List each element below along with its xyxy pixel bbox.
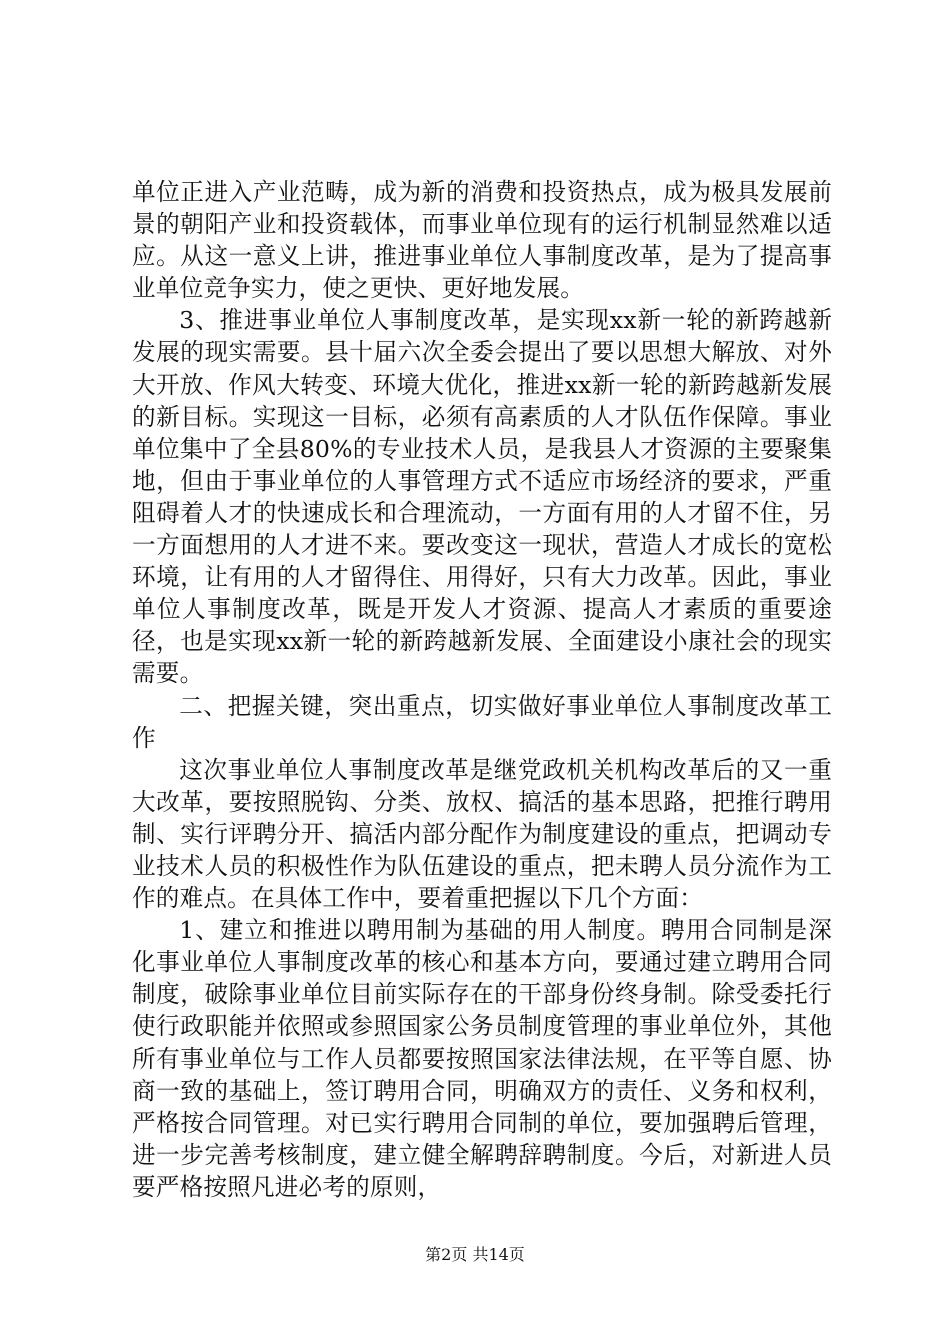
- page-number-footer: 第2页 共14页: [425, 1245, 525, 1264]
- paragraph: 1、建立和推进以聘用制为基础的用人制度。聘用合同制是深化事业单位人事制度改革的核心和基本方向，要通过建立聘用合同制度，破除事业单位目前实际存在的干部身份终身制。除受委托行使行政职能并依照或参照国家公务员制度管理的事业单位外，其他所有事业单位与工作人员都要按照国家法律法规，在平等自愿、协商一致的基础上，签订聘用合同，明确双方的责任、义务和权利，严格按合同管理。对已实行聘用合同制的单位，要加强聘后管理，进一步完善考核制度，建立健全解聘辞聘制度。今后，对新进人员要严格按照凡进必考的原则，: [132, 916, 832, 1201]
- section-heading: 二、把握关键，突出重点，切实做好事业单位人事制度改革工作: [132, 691, 832, 752]
- document-body: [132, 176, 832, 1203]
- paragraph: 这次事业单位人事制度改革是继党政机关机构改革后的又一重大改革，要按照脱钩、分类、放权、搞活的基本思路，把推行聘用制、实行评聘分开、搞活内部分配作为制度建设的重点，把调动专业技术人员的积极性作为队伍建设的重点，把未聘人员分流作为工作的难点。在具体工作中，要着重把握以下几个方面：: [132, 755, 832, 913]
- paragraph: 3、推进事业单位人事制度改革，是实现xx新一轮的新跨越新发展的现实需要。县十届六次全委会提出了要以思想大解放、对外大开放、作风大转变、环境大优化，推进xx新一轮的新跨越新发展的新目标。实现这一目标，必须有高素质的人才队伍作保障。事业单位集中了全县80%的专业技术人员，是我县人才资源的主要聚集地，但由于事业单位的人事管理方式不适应市场经济的要求，严重阻碍着人才的快速成长和合理流动，一方面有用的人才留不住，另一方面想用的人才进不来。要改变这一现状，营造人才成长的宽松环境，让有用的人才留得住、用得好，只有大力改革。因此，事业单位人事制度改革，既是开发人才资源、提高人才素质的重要途径，也是实现xx新一轮的新跨越新发展、全面建设小康社会的现实需要。: [132, 306, 832, 688]
- paragraph: 单位正进入产业范畴，成为新的消费和投资热点，成为极具发展前景的朝阳产业和投资载体，而事业单位现有的运行机制显然难以适应。从这一意义上讲，推进事业单位人事制度改革，是为了提高事业单位竞争实力，使之更快、更好地发展。: [132, 178, 832, 303]
